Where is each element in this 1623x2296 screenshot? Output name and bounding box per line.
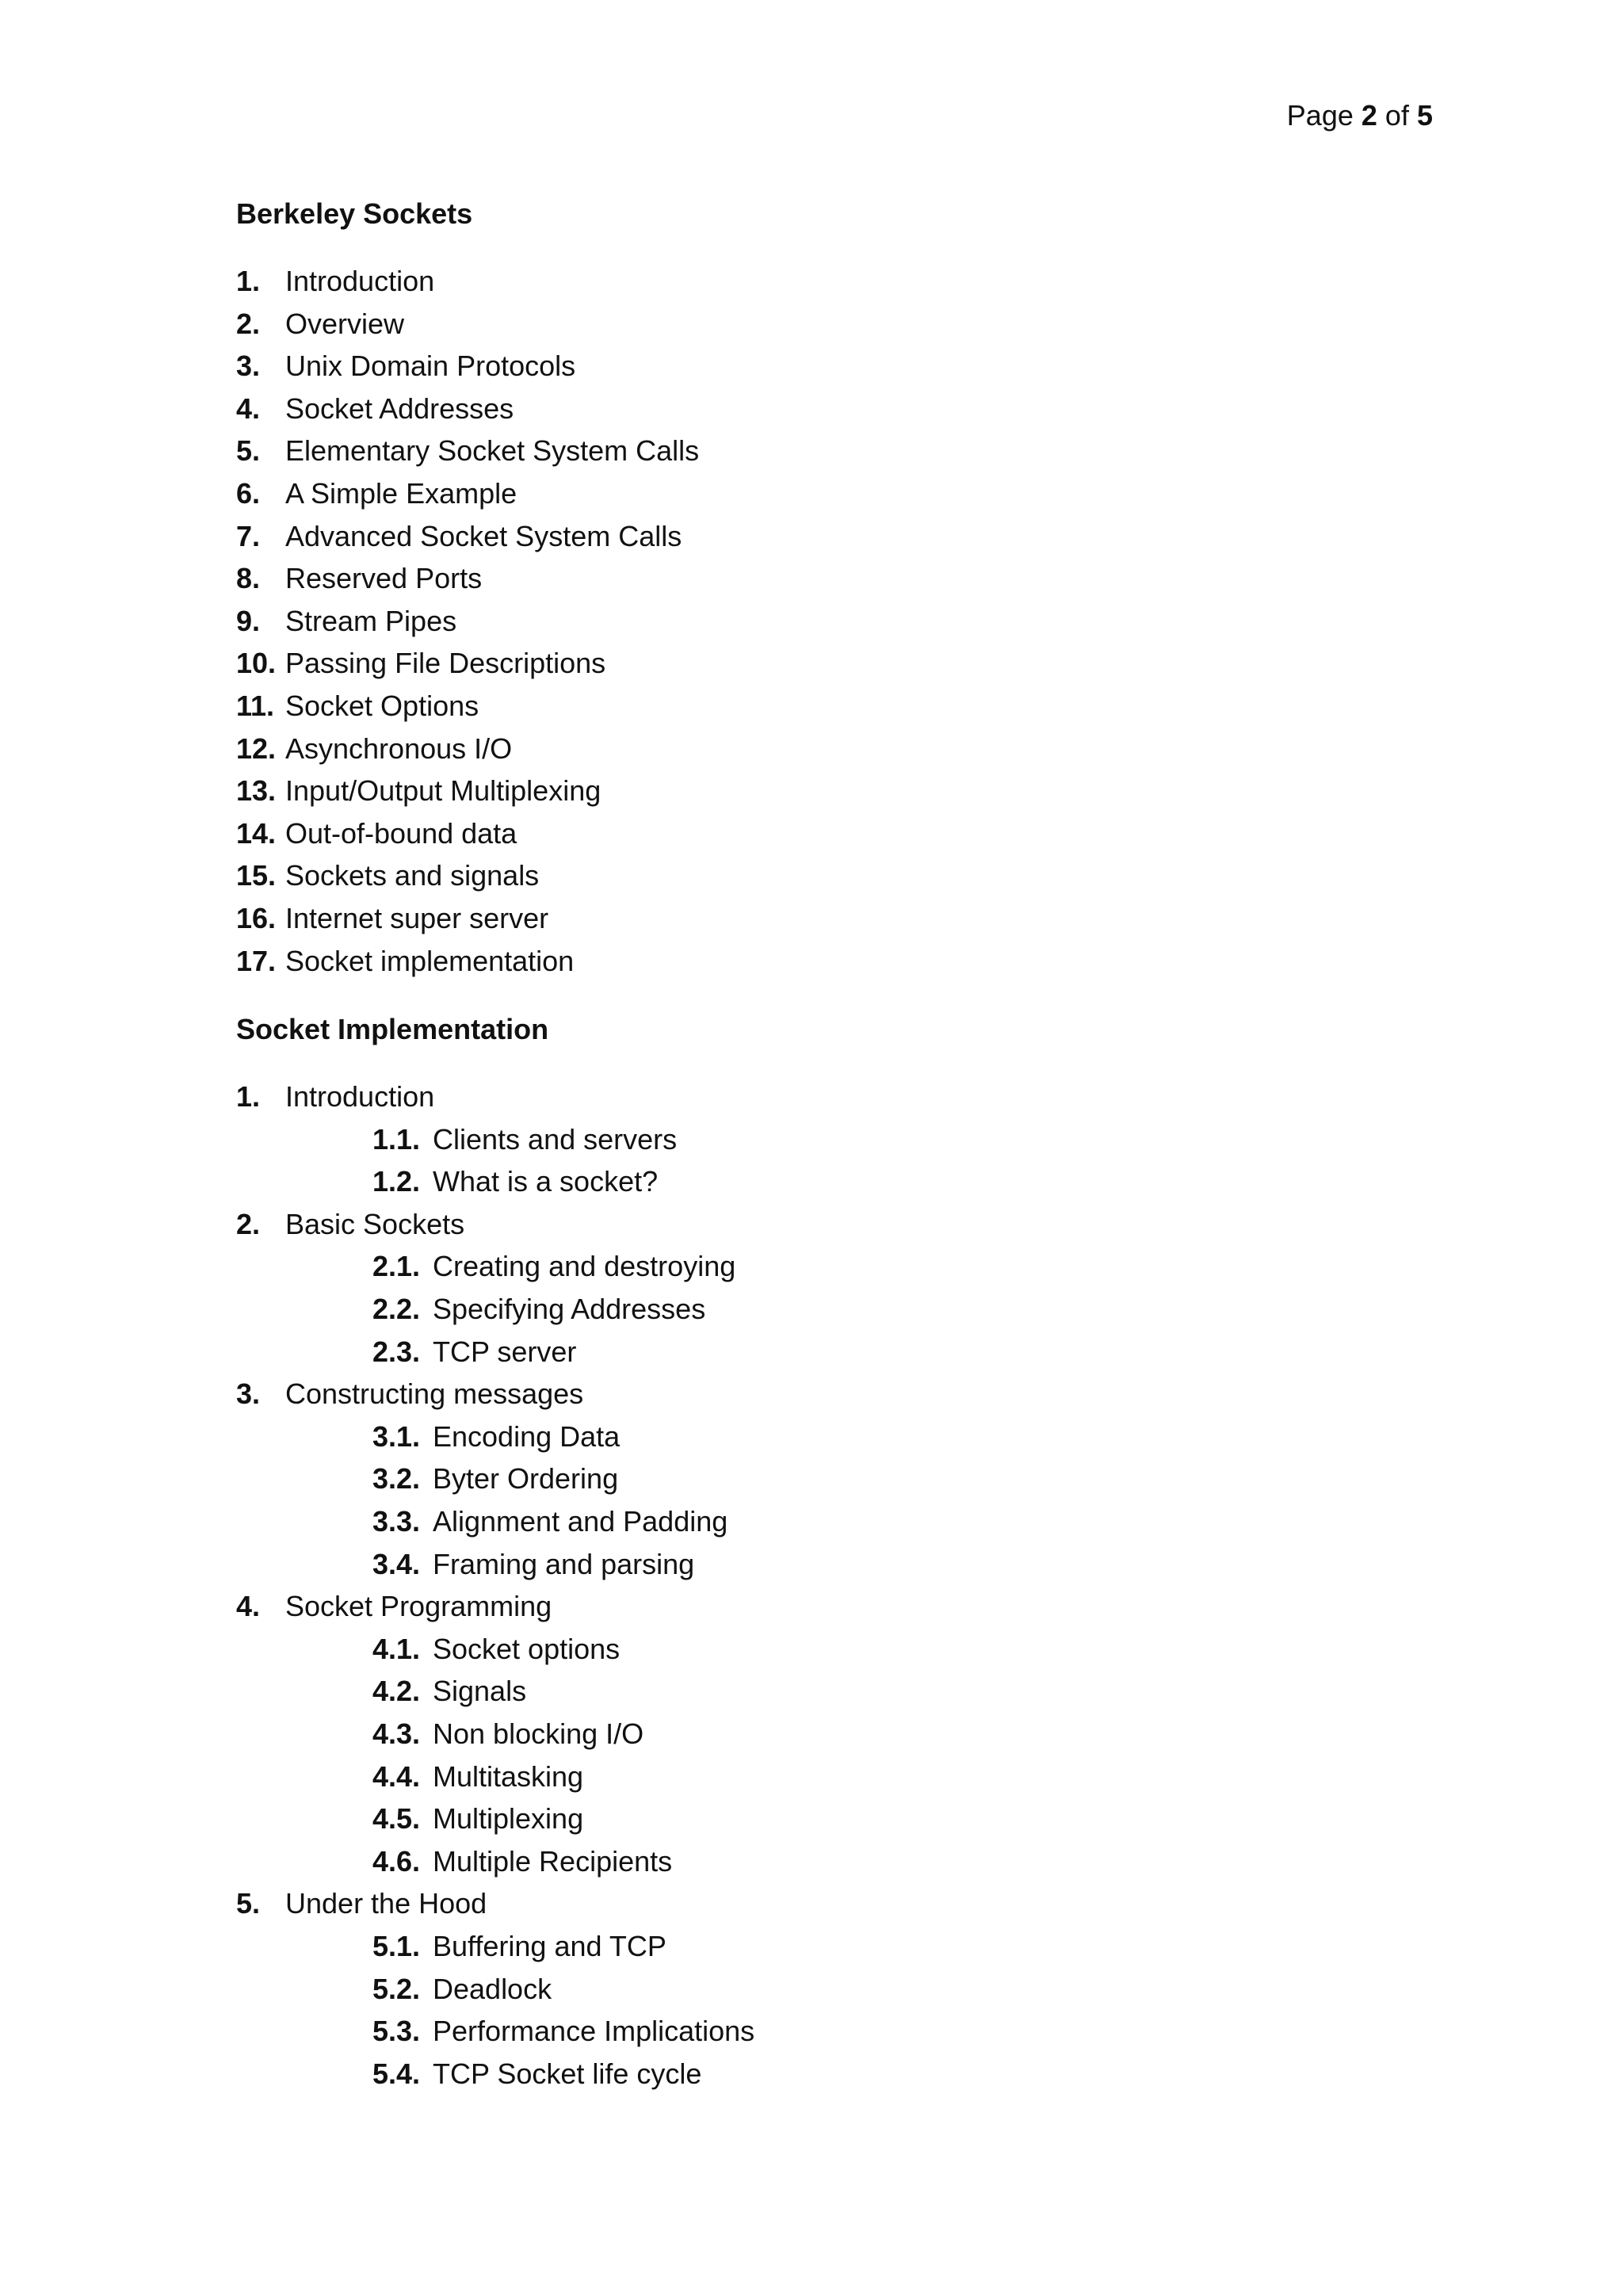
item-number: 1. xyxy=(236,1080,261,1114)
item-text: Passing File Descriptions xyxy=(285,647,606,680)
item-text: Buffering and TCP xyxy=(433,1929,666,1962)
item-text: TCP server xyxy=(433,1335,577,1368)
item-number: 5.4. xyxy=(372,2057,421,2090)
list-item xyxy=(236,303,1425,346)
item-text: Multitasking xyxy=(433,1759,584,1793)
item-number: 4.2. xyxy=(372,1675,421,1708)
sub-list-item xyxy=(236,1457,1425,1500)
item-number: 4.4. xyxy=(372,1759,421,1793)
item-number: 5.3. xyxy=(372,2015,421,2048)
sub-list-item xyxy=(236,1713,1425,1755)
item-text: Internet super server xyxy=(285,901,549,934)
item-number: 15. xyxy=(236,859,277,892)
item-text: Basic Sockets xyxy=(285,1207,465,1240)
item-number: 5.1. xyxy=(372,1929,421,1962)
list-item xyxy=(236,430,1425,472)
item-text: Socket options xyxy=(433,1632,621,1665)
sub-list-item xyxy=(236,1797,1425,1840)
item-number: 17. xyxy=(236,944,277,977)
item-number: 5.2. xyxy=(372,1972,421,2005)
item-text: Introduction xyxy=(285,265,435,297)
item-number: 2.2. xyxy=(372,1293,421,1326)
item-number: 3.1. xyxy=(372,1419,421,1453)
sub-list-item xyxy=(236,1628,1425,1671)
sub-list-item xyxy=(236,1331,1425,1373)
sub-list-item xyxy=(236,1840,1425,1883)
section-heading: Berkeley Sockets xyxy=(236,197,473,230)
item-text: Overview xyxy=(285,307,405,340)
list-item xyxy=(236,557,1425,600)
item-number: 12. xyxy=(236,732,277,765)
item-number: 4.1. xyxy=(372,1632,421,1665)
sub-list-item xyxy=(236,1968,1425,2011)
item-number: 9. xyxy=(236,604,261,637)
sub-list-item xyxy=(236,1288,1425,1331)
item-number: 3.4. xyxy=(372,1547,421,1580)
list-item xyxy=(236,812,1425,855)
item-text: Elementary Socket System Calls xyxy=(285,434,700,468)
sub-list-item xyxy=(236,1755,1425,1798)
item-text: Unix Domain Protocols xyxy=(285,350,576,383)
list-item xyxy=(236,388,1425,430)
item-text: Introduction xyxy=(285,1080,435,1114)
item-number: 3. xyxy=(236,1377,261,1411)
sub-list-item xyxy=(236,1118,1425,1161)
table-of-contents xyxy=(236,190,1425,2095)
sub-list-item xyxy=(236,1245,1425,1288)
item-number: 1. xyxy=(236,265,261,297)
sub-list-item xyxy=(236,2010,1425,2053)
total-pages: 5 xyxy=(1416,99,1433,132)
item-text: Framing and parsing xyxy=(433,1547,695,1580)
of-word: of xyxy=(1384,99,1409,132)
list-item xyxy=(236,472,1425,515)
outline-list xyxy=(236,1075,1425,2095)
item-number: 2. xyxy=(236,307,261,340)
item-text: Asynchronous I/O xyxy=(285,732,513,765)
item-number: 3. xyxy=(236,350,261,383)
list-item xyxy=(236,854,1425,897)
list-item xyxy=(236,600,1425,643)
item-number: 7. xyxy=(236,519,261,552)
list-item xyxy=(236,260,1425,303)
item-text: Constructing messages xyxy=(285,1377,584,1411)
item-text: Performance Implications xyxy=(433,2015,755,2048)
item-number: 13. xyxy=(236,774,277,808)
sub-list-item xyxy=(236,1543,1425,1586)
item-text: A Simple Example xyxy=(285,476,517,510)
item-text: Byter Ordering xyxy=(433,1462,619,1496)
list-item xyxy=(236,1585,1425,1628)
item-number: 2. xyxy=(236,1207,261,1240)
item-number: 4.5. xyxy=(372,1802,421,1836)
item-number: 5. xyxy=(236,1887,261,1920)
list-item xyxy=(236,770,1425,812)
item-text: Reserved Ports xyxy=(285,562,483,595)
list-item xyxy=(236,685,1425,728)
item-number: 3.3. xyxy=(372,1505,421,1538)
item-text: Socket Addresses xyxy=(285,392,514,425)
item-text: Under the Hood xyxy=(285,1887,487,1920)
item-text: Sockets and signals xyxy=(285,859,540,892)
sub-list-item xyxy=(236,2053,1425,2095)
list-item xyxy=(236,1373,1425,1415)
item-text: Socket Programming xyxy=(285,1590,552,1623)
item-text: Alignment and Padding xyxy=(433,1505,728,1538)
sub-list-item xyxy=(236,1500,1425,1543)
sub-list-item xyxy=(236,1415,1425,1458)
item-text: Multiple Recipients xyxy=(433,1844,673,1878)
list-item xyxy=(236,1075,1425,1118)
item-text: Deadlock xyxy=(433,1972,552,2005)
sub-list-item xyxy=(236,1925,1425,1968)
list-item xyxy=(236,940,1425,983)
item-text: Non blocking I/O xyxy=(433,1717,644,1750)
item-number: 10. xyxy=(236,647,277,680)
item-number: 4.3. xyxy=(372,1717,421,1750)
page-number xyxy=(1287,98,1433,133)
page-word: Page xyxy=(1286,99,1354,132)
item-number: 5. xyxy=(236,434,261,468)
item-number: 8. xyxy=(236,562,261,595)
list-item xyxy=(236,1882,1425,1925)
current-page: 2 xyxy=(1361,99,1377,132)
item-text: Creating and destroying xyxy=(433,1250,736,1283)
item-number: 1.1. xyxy=(372,1122,421,1156)
list-item xyxy=(236,897,1425,940)
item-text: Clients and servers xyxy=(433,1122,678,1156)
outline-list xyxy=(236,260,1425,982)
list-item xyxy=(236,1203,1425,1246)
item-text: Signals xyxy=(433,1675,527,1708)
item-number: 3.2. xyxy=(372,1462,421,1496)
item-text: Input/Output Multiplexing xyxy=(285,774,601,808)
list-item xyxy=(236,345,1425,388)
item-number: 11. xyxy=(236,689,275,722)
section-heading: Socket Implementation xyxy=(236,1013,549,1046)
list-item xyxy=(236,515,1425,558)
item-number: 4. xyxy=(236,392,261,425)
item-number: 16. xyxy=(236,901,277,934)
item-number: 2.3. xyxy=(372,1335,421,1368)
list-item xyxy=(236,642,1425,685)
item-number: 1.2. xyxy=(372,1165,421,1198)
item-number: 4. xyxy=(236,1590,261,1623)
list-item xyxy=(236,728,1425,770)
item-text: Socket Options xyxy=(285,689,479,722)
item-number: 4.6. xyxy=(372,1844,421,1878)
item-text: Advanced Socket System Calls xyxy=(285,519,682,552)
item-number: 14. xyxy=(236,816,277,850)
item-number: 2.1. xyxy=(372,1250,421,1283)
item-number: 6. xyxy=(236,476,261,510)
item-text: TCP Socket life cycle xyxy=(433,2057,702,2090)
sub-list-item xyxy=(236,1670,1425,1713)
item-text: Encoding Data xyxy=(433,1419,621,1453)
item-text: Out-of-bound data xyxy=(285,816,517,850)
item-text: What is a socket? xyxy=(433,1165,659,1198)
item-text: Specifying Addresses xyxy=(433,1293,706,1326)
item-text: Multiplexing xyxy=(433,1802,584,1836)
item-text: Stream Pipes xyxy=(285,604,457,637)
item-text: Socket implementation xyxy=(285,944,575,977)
sub-list-item xyxy=(236,1160,1425,1203)
